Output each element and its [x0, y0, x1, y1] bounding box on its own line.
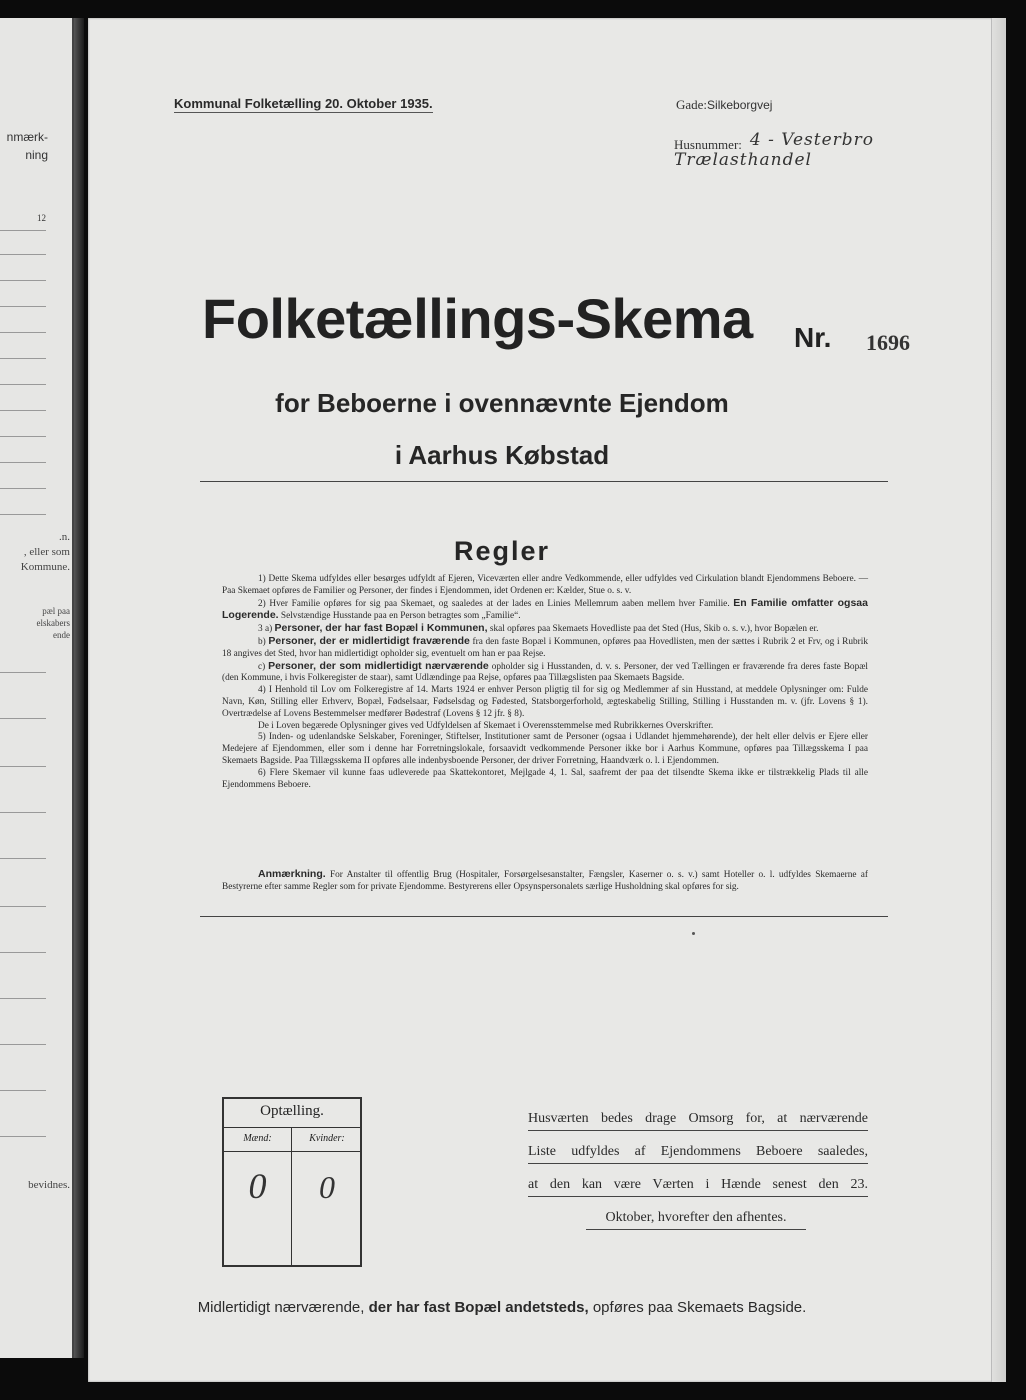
form-subtitle-1: for Beboerne i ovennævnte Ejendom	[275, 388, 729, 418]
form-title: Folketællings-Skema	[202, 287, 753, 350]
prev-fragment-a2: , eller som	[23, 546, 70, 558]
prev-heading-line-1: nmærk-	[6, 130, 48, 144]
prev-fragment-b3: ende	[53, 630, 70, 640]
notice-line-3: at den kan være Værten i Hænde senest den 23.	[528, 1174, 868, 1197]
rule-2: 2) Hver Familie opføres for sig paa Skemaet, og saaledes at der lades en Linies Mellemrum aaben mellem hver Familie. En Familie omfatter ogsaa Logerende. Selvstændige Husstande paa en Person betragtes som „Familie“.	[222, 596, 868, 622]
ink-dot	[692, 932, 695, 935]
prev-heading-line-2: ning	[25, 148, 48, 162]
street-field	[676, 97, 772, 113]
rule-1: 1) Dette Skema udfyldes eller besørges udfyldt af Ejeren, Viceværten eller andre Vedkommende, eller udfyldes ved Cirkulation blandt Ejendommens Beboere. — Paa Skemaet opføres de Familier og Personer, der findes i Ejendommen, idet Ordenen er: Kælder, Stue o. s. v.	[222, 574, 868, 596]
page-edge	[991, 18, 1006, 1382]
form-number-value: 1696	[866, 330, 910, 355]
form-number-label: Nr.	[794, 322, 832, 353]
divider-bottom	[200, 916, 888, 917]
rule-5: 5) Inden- og udenlandske Selskaber, Foreninger, Stiftelser, Institutioner samt de Personer (ogsaa i Udlandet hjemmehørende), der helt eller delvis er Ejere eller Medejere af Ejendommen, eller som i denne har Forretningslokale, forsaavidt vedkommende Personer ikke bor i Aarhus Kommune, opføres paa Tillægsskema I paa Skemaets Bagside. Paa Tillægsskema II opføres alle indenbysboende Personer, der driver Forretning, Haandværk o. l. i Ejendommen.	[222, 732, 868, 766]
rule-4b: De i Loven begærede Oplysninger gives ved Udfyldelsen af Skemaet i Overensstemmelse med Rubrikkernes Overskrifter.	[258, 720, 714, 731]
footer-note: Midlertidigt nærværende, der har fast Bopæl andetsteds, opføres paa Skemaets Bagside.	[197, 1299, 807, 1316]
rule-6: 6) Flere Skemaer vil kunne faas udleverede paa Skattekontoret, Mejlgade 4, 1. Sal, saafremt der paa det tilsendte Skema ikke er tilstrækkelig Plads til alle Ejendommens Beboere.	[222, 767, 868, 790]
rule-3c: c) Personer, der som midlertidigt nærværende opholder sig i Husstanden, d. v. s. Personer, der ved Tællingen er fraværende fra deres faste Bopæl (den Kommune, i hvis Folkeregister de staar), samt Udlændinge paa Rejse, opføres paa Tillægslisten paa Skemaets Bagside.	[222, 659, 869, 684]
rules-body	[222, 574, 868, 791]
house-number-field	[674, 130, 1006, 174]
rules-heading: Regler	[453, 536, 551, 566]
rule-3a: 3 a) Personer, der har fast Bopæl i Kommunen, skal opføres paa Skemaets Hovedliste paa det Sted (Hus, Skib o. s. v.), hvor Bopælen er.	[258, 622, 819, 635]
remark-paragraph	[222, 868, 868, 893]
prev-column-number: 12	[37, 213, 46, 223]
rule-4: 4) I Henhold til Lov om Folkeregistre af 14. Marts 1924 er enhver Person pligtig til for sig og Medlemmer af sin Husstand, at meddele Oplysninger om: Fulde Navn, Køn, Stilling eller Erhverv, Bopæl, Fødselsaar, Fødselsdag og Fødested, Statsborgerforhold, ægteskabelig Stilling, Stilling i Husstanden m. v. (jfr. Lovens § 1). Overtrædelse af Lovens Bestemmelser medfører Bødestraf (Lovens § 12 jfr. § 8).	[222, 685, 868, 719]
notice-line-2: Liste udfyldes af Ejendommens Beboere saaledes,	[528, 1141, 868, 1164]
women-count: 0	[319, 1169, 335, 1205]
remark-text: For Anstalter til offentlig Brug (Hospitaler, Forsørgelsesanstalter, Fængsler, Kaserner o. s. v.) samt Hoteller o. l. udfyldes Skemaerne af Bestyrerne efter samme Regler som for private Ejendomme. Bestyrerens eller Opsynspersonalets særlige Husholdning skal opføres for sig.	[222, 870, 868, 892]
prev-fragment-c: bevidnes.	[28, 1179, 70, 1191]
census-form-page	[88, 18, 1006, 1382]
prev-fragment-b1: pæl paa	[42, 606, 70, 616]
notice-line-1: Husværten bedes drage Omsorg for, at nærværende	[528, 1108, 868, 1131]
divider-top	[200, 481, 888, 482]
prev-fragment-b2: elskabers	[36, 618, 70, 628]
house-number-label: Husnummer:	[674, 137, 742, 152]
previous-page-strip	[0, 18, 74, 1358]
count-box-title: Optælling.	[260, 1103, 324, 1119]
prev-fragment-a3: Kommune.	[20, 561, 70, 573]
men-label: Mænd:	[243, 1133, 272, 1144]
women-label: Kvinder:	[309, 1133, 345, 1144]
rule-3b: b) Personer, der er midlertidigt fraværende fra den faste Bopæl i Kommunen, opføres paa Hovedlisten, men der sættes i Rubrik 2 et Frv, og i Rubrik 18 angives det Sted, hvor han midlertidigt opholder sig, eventuelt om han er paa Rejse.	[222, 634, 869, 659]
page-fold	[74, 18, 84, 1358]
census-header-line: Kommunal Folketælling 20. Oktober 1935.	[174, 96, 433, 111]
prev-fragment-a1: .n.	[59, 531, 70, 543]
form-subtitle-2: i Aarhus Købstad	[394, 440, 610, 470]
street-label: Gade:	[676, 97, 708, 112]
remark-label: Anmærkning.	[258, 868, 326, 880]
notice-line-4: Oktober, hvorefter den afhentes.	[586, 1207, 806, 1230]
landlord-notice	[528, 1108, 868, 1240]
count-box	[222, 1097, 362, 1267]
men-count: 0	[248, 1166, 267, 1206]
house-number-value: 4 - Vesterbro Trælasthandel	[674, 130, 875, 170]
street-value: Silkeborgvej	[707, 98, 773, 112]
